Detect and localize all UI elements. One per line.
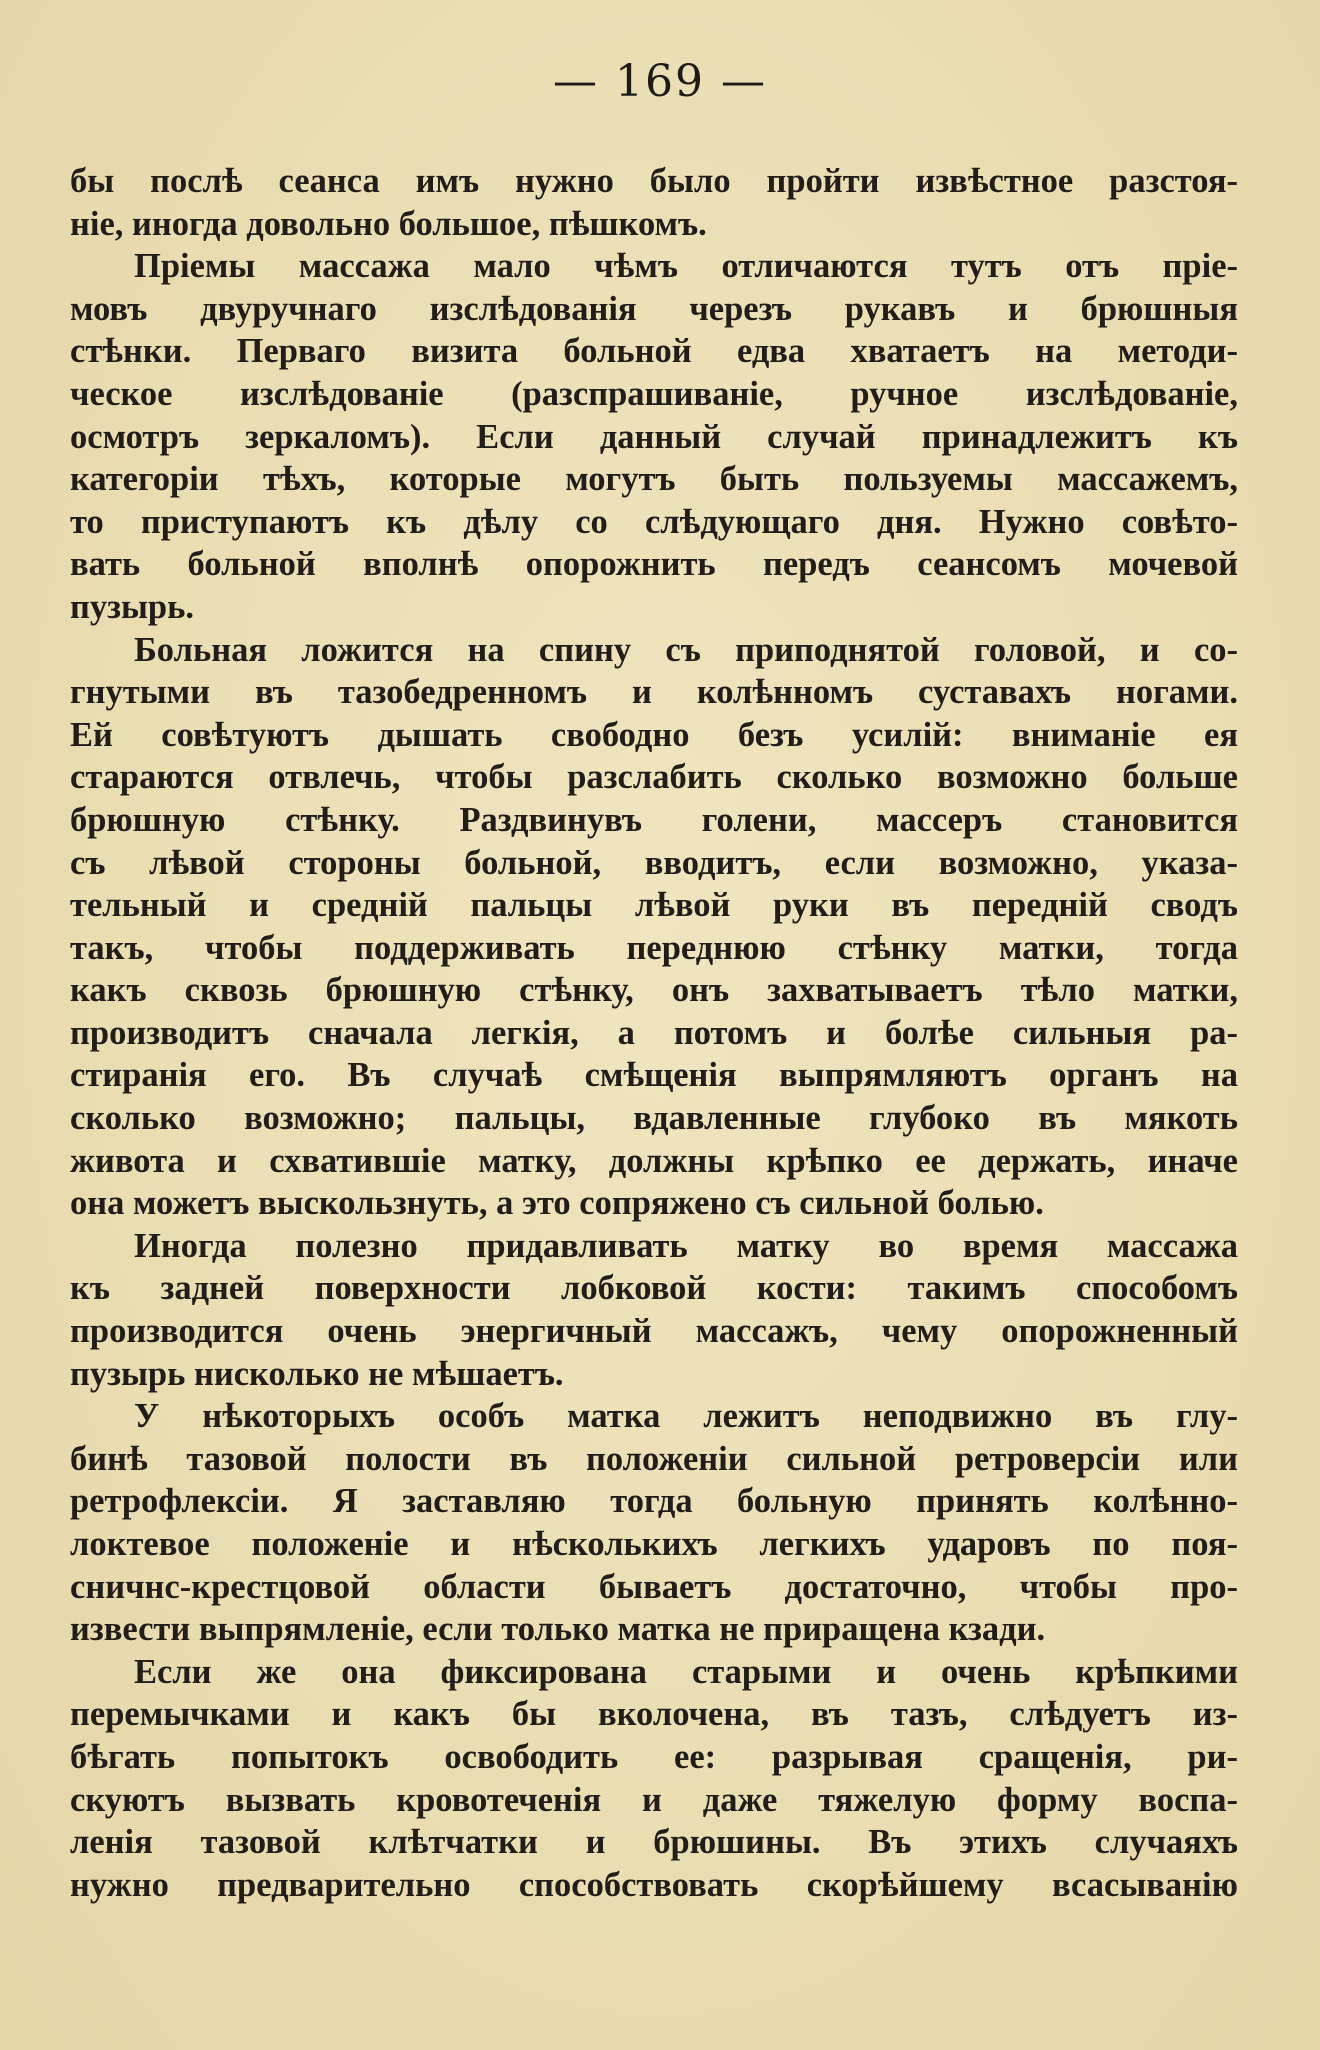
text-line: она можетъ выскользнуть, а это сопряжено съ сильной болью. bbox=[70, 1184, 1044, 1223]
text-line: живота и схватившіе матку, должны крѣпко ее держать, иначе bbox=[70, 1141, 1238, 1180]
text-line: вать больной вполнѣ опорожнить передъ сеансомъ мочевой bbox=[70, 545, 1238, 584]
text-line: стиранія его. Въ случаѣ смѣщенія выпрямляютъ органъ на bbox=[70, 1056, 1238, 1095]
text-line: ніе, иногда довольно большое, пѣшкомъ. bbox=[70, 204, 707, 243]
text-line: стараются отвлечь, чтобы разслабить сколько возможно больше bbox=[70, 758, 1238, 797]
text-line: то приступаютъ къ дѣлу со слѣдующаго дня. Нужно совѣто- bbox=[70, 502, 1238, 541]
text-line: брюшную стѣнку. Раздвинувъ голени, массеръ становится bbox=[70, 800, 1238, 839]
text-line: ретрофлексіи. Я заставляю тогда больную принять колѣнно- bbox=[70, 1482, 1238, 1521]
text-line: скуютъ вызвать кровотеченія и даже тяжелую форму воспа- bbox=[70, 1780, 1238, 1819]
text-line: сколько возможно; пальцы, вдавленные глубоко въ мякоть bbox=[70, 1099, 1238, 1138]
text-line: локтевое положеніе и нѣсколькихъ легкихъ ударовъ по поя- bbox=[70, 1525, 1238, 1563]
text-line: нужно предварительно способствовать скорѣйшему всасыванію bbox=[70, 1865, 1238, 1904]
text-line: осмотръ зеркаломъ). Если данный случай принадлежитъ къ bbox=[70, 417, 1238, 456]
text-line: сничнс-крестцовой области бываетъ достаточно, чтобы про- bbox=[70, 1567, 1238, 1606]
body-text bbox=[70, 160, 1238, 1906]
text-line: производится очень энергичный массажъ, чему опорожненный bbox=[70, 1312, 1238, 1351]
text-line: извести выпрямленіе, если только матка не приращена кзади. bbox=[70, 1610, 1046, 1649]
text-line: ленія тазовой клѣтчатки и брюшины. Въ этихъ случаяхъ bbox=[70, 1823, 1238, 1862]
text-line: производитъ сначала легкія, а потомъ и болѣе сильныя ра- bbox=[70, 1013, 1238, 1052]
paragraph bbox=[70, 629, 1238, 1225]
text-line: бинѣ тазовой полости въ положеніи сильной ретроверсіи или bbox=[70, 1439, 1238, 1478]
paragraph bbox=[70, 1651, 1238, 1907]
text-line: категоріи тѣхъ, которые могутъ быть пользуемы массажемъ, bbox=[70, 460, 1238, 499]
paragraph bbox=[70, 245, 1238, 628]
text-line: бѣгать попытокъ освободить ее: разрывая сращенія, ри- bbox=[70, 1737, 1238, 1776]
text-line: пузырь нисколько не мѣшаетъ. bbox=[70, 1354, 564, 1393]
paragraph bbox=[70, 1225, 1238, 1395]
text-line: мовъ двуручнаго изслѣдованія черезъ рукавъ и брюшныя bbox=[70, 289, 1238, 328]
paragraph bbox=[70, 160, 1238, 245]
text-line: Если же она фиксирована старыми и очень крѣпкими bbox=[134, 1652, 1238, 1691]
text-line: съ лѣвой стороны больной, вводитъ, если возможно, указа- bbox=[70, 843, 1238, 882]
page-number: — 169 — bbox=[553, 56, 767, 107]
text-line: Ей совѣтуютъ дышать свободно безъ усилій: вниманіе ея bbox=[70, 715, 1238, 754]
text-line: пузырь. bbox=[70, 587, 194, 626]
text-line: ческое изслѣдованіе (разспрашиваніе, ручное изслѣдованіе, bbox=[70, 374, 1238, 413]
text-line: какъ сквозь брюшную стѣнку, онъ захватываетъ тѣло матки, bbox=[70, 971, 1238, 1010]
text-line: бы послѣ сеанса имъ нужно было пройти извѣстное разстоя- bbox=[70, 162, 1238, 200]
text-line: такъ, чтобы поддерживать переднюю стѣнку матки, тогда bbox=[70, 928, 1238, 967]
text-line: Иногда полезно придавливать матку во время массажа bbox=[134, 1226, 1238, 1265]
text-line: къ задней поверхности лобковой кости: такимъ способомъ bbox=[70, 1269, 1238, 1308]
paragraph bbox=[70, 1395, 1238, 1651]
text-line: У нѣкоторыхъ особъ матка лежитъ неподвижно въ глу- bbox=[134, 1397, 1238, 1436]
text-line: тельный и средній пальцы лѣвой руки въ передній сводъ bbox=[70, 886, 1238, 925]
text-line: перемычками и какъ бы вколочена, въ тазъ, слѣдуетъ из- bbox=[70, 1695, 1238, 1734]
text-line: Больная ложится на спину съ приподнятой головой, и со- bbox=[134, 630, 1238, 669]
text-line: стѣнки. Перваго визита больной едва хватаетъ на методи- bbox=[70, 332, 1238, 371]
text-line: Пріемы массажа мало чѣмъ отличаются тутъ отъ пріе- bbox=[134, 247, 1238, 286]
text-line: гнутыми въ тазобедренномъ и колѣнномъ суставахъ ногами. bbox=[70, 673, 1238, 712]
